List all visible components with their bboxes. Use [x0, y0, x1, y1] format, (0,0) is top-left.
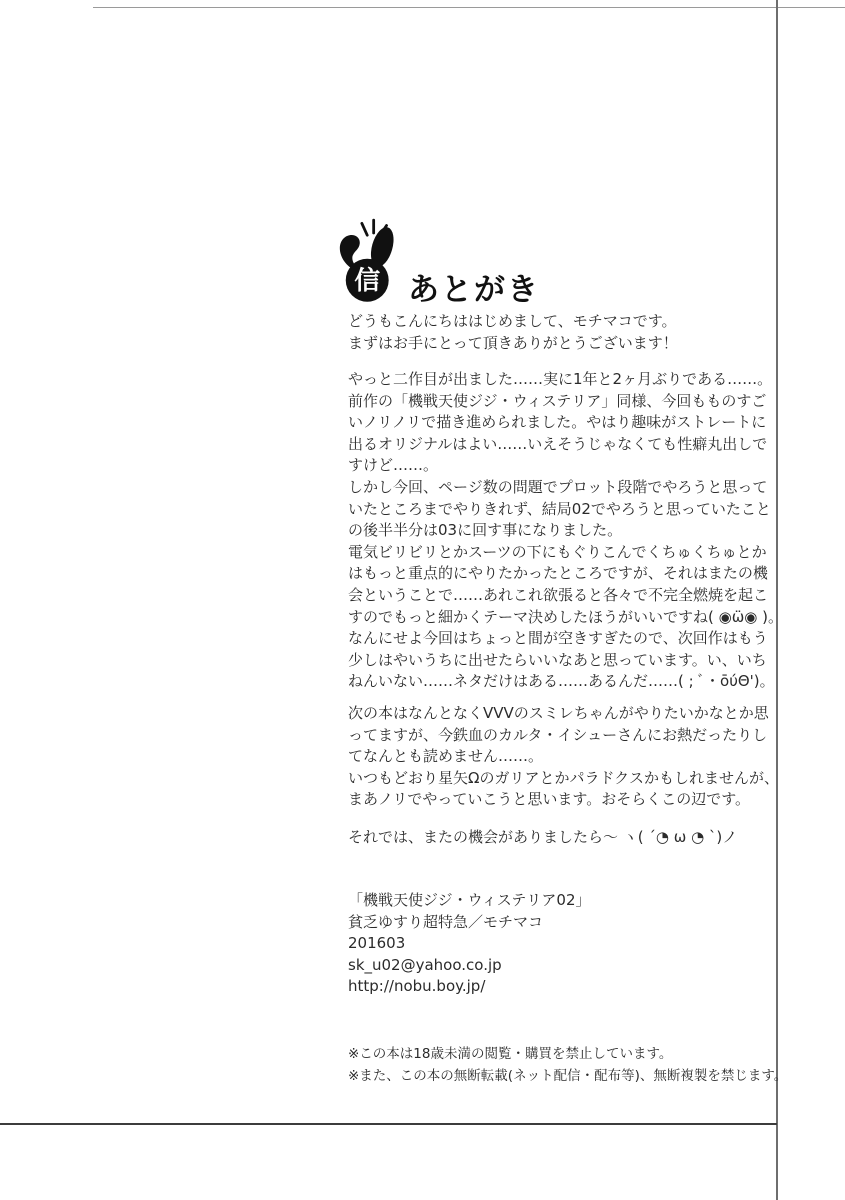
credits-block	[348, 890, 788, 998]
text-line: 出るオリジナルはよい……いえそうじゃなくても性癖丸出しで	[348, 434, 768, 453]
text-line: どうもこんにちははじめまして、モチマコです。	[348, 312, 677, 330]
book-title: 「機戦天使ジジ・ウィステリア02」	[348, 891, 591, 909]
text-line: すのでもっと細かくテーマ決めしたほうがいいですね( ◉ω̈◉ )。	[348, 607, 783, 626]
bunny-logo-icon	[324, 218, 404, 306]
text-line: いたところまでやりきれず、結局02でやろうと思っていたこと	[348, 499, 771, 518]
disclaimer-block	[348, 1043, 788, 1087]
text-line: 前作の「機戦天使ジジ・ウィステリア」同様、今回もものすご	[348, 391, 767, 410]
disclaimer-line: ※また、この本の無断転載(ネット配信・配布等)、無断複製を禁じます。	[348, 1068, 788, 1084]
page-trim-line-bottom	[0, 1123, 777, 1125]
text-line: 電気ビリビリとかスーツの下にもぐりこんでくちゅくちゅとか	[348, 542, 767, 561]
publication-date: 201603	[348, 934, 406, 953]
circle-and-author: 貧乏ゆすり超特急／モチマコ	[348, 912, 544, 931]
text-line: なんにせよ今回はちょっと間が空きすぎたので、次回作はもう	[348, 629, 768, 648]
body-paragraph-1	[348, 369, 788, 693]
intro-paragraph	[348, 311, 788, 354]
logo-kanji: 信	[354, 265, 381, 296]
text-line: てなんとも読めません……。	[348, 747, 544, 766]
text-line: ってますが、今鉄血のカルタ・イシューさんにお熱だったりし	[348, 725, 768, 744]
text-line: やっと二作目が出ました……実に1年と2ヶ月ぶりである……。	[348, 370, 773, 388]
text-line: の後半半分は03に回す事になりました。	[348, 521, 623, 540]
contact-email: sk_u02@yahoo.co.jp	[348, 955, 502, 974]
text-line: まあノリでやっていこうと思います。おそらくこの辺です。	[348, 790, 751, 809]
page-trim-line-top	[93, 7, 845, 8]
text-line: いつもどおり星矢Ωのガリアとかパラドクスかもしれませんが、	[348, 768, 780, 787]
disclaimer-line: ※この本は18歳未満の閲覧・購買を禁止しています。	[348, 1046, 673, 1062]
text-line: 次の本はなんとなくVVVのスミレちゃんがやりたいかなとか思	[348, 704, 769, 722]
text-line: すけど……。	[348, 456, 439, 475]
text-line: それでは、またの機会がありましたら～ ヽ( ´◔ ω ◔ `)ノ	[348, 828, 738, 846]
text-line: 少しはやいうちに出せたらいいなあと思っています。い、いち	[348, 650, 767, 669]
website-url: http://nobu.boy.jp/	[348, 977, 486, 996]
text-line: ねんいない……ネタだけはある……あるんだ……( ; ﾞ・ōύΘ')。	[348, 672, 775, 691]
page-title: あとがき	[408, 272, 540, 308]
text-line: 会ということで……あれこれ欲張ると各々で不完全燃焼を起こ	[348, 585, 769, 604]
farewell-line	[348, 827, 788, 849]
text-line: しかし今回、ページ数の問題でプロット段階でやろうと思って	[348, 477, 768, 496]
text-line: はもっと重点的にやりたかったところですが、それはまたの機	[348, 564, 768, 583]
text-line: いノリノリで描き進められました。やはり趣味がストレートに	[348, 413, 767, 432]
text-line: まずはお手にとって頂きありがとうございます！	[348, 333, 678, 352]
body-paragraph-2	[348, 703, 788, 811]
